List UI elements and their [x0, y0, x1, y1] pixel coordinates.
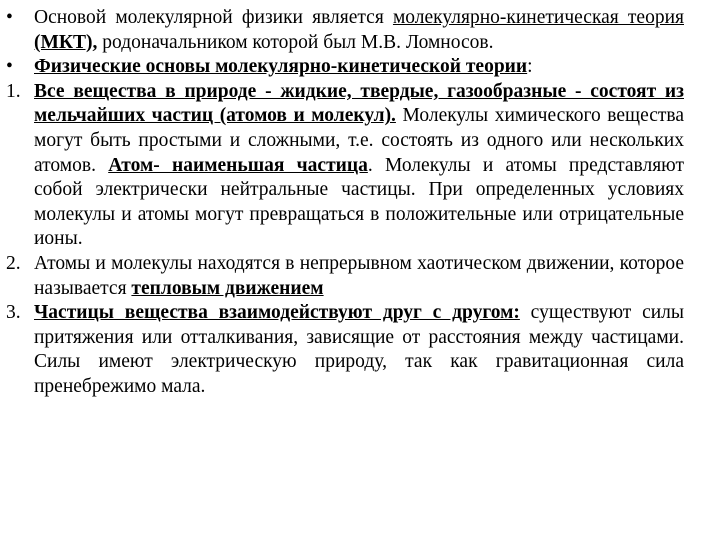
item-text: Основой молекулярной физики является — [34, 7, 393, 28]
thermal-motion-term: тепловым движением — [131, 277, 324, 299]
bullet-marker: • — [6, 56, 13, 78]
list-item-numbered-3 — [0, 301, 684, 399]
item-text: : — [527, 56, 533, 78]
atom-definition: Атом- наименьшая частица — [108, 154, 368, 176]
number-marker: 2. — [6, 252, 21, 274]
list-item-numbered-1 — [0, 80, 684, 252]
item-text: родоначальником которой был М.В. Ломносов. — [97, 31, 494, 53]
number-marker: 3. — [6, 302, 21, 324]
item-text: существуют силы притяжения или отталкивания, зависящие от расстояния между частицами. Силы имеют электрическую природу, так как гравитационная сила пренебрежимо мала. — [34, 302, 684, 397]
number-marker: 1. — [6, 80, 21, 102]
item-text: Молекулы химического вещества могут быть простыми и сложными, т.е. состоять из одного или нескольких атомов. — [34, 105, 684, 176]
item-text: Атомы и молекулы находятся в непрерывном хаотическом движении, которое называется — [34, 252, 684, 299]
list-item-numbered-2 — [0, 252, 684, 301]
principle-statement: Все вещества в природе - жидкие, твердые, газообразные - состоят из мельчайших частиц (атомов и молекул). — [34, 80, 684, 127]
mkt-term: молекулярно-кинетическая теория — [392, 7, 684, 28]
section-heading: Физические основы молекулярно-кинетической теории — [34, 56, 528, 78]
bullet-marker: • — [6, 7, 13, 28]
list-item-mkt-intro — [0, 6, 684, 55]
bullet-list — [0, 6, 684, 400]
principle-statement: Частицы вещества взаимодействуют друг с другом: — [34, 302, 520, 324]
mkt-abbreviation: (МКТ), — [34, 31, 98, 53]
list-item-physical-basis — [0, 55, 684, 80]
item-text: . Молекулы и атомы представляют собой электрически нейтральные частицы. При определенных условиях молекулы и атомы могут превращаться в положительные или отрицательные ионы. — [34, 154, 684, 250]
